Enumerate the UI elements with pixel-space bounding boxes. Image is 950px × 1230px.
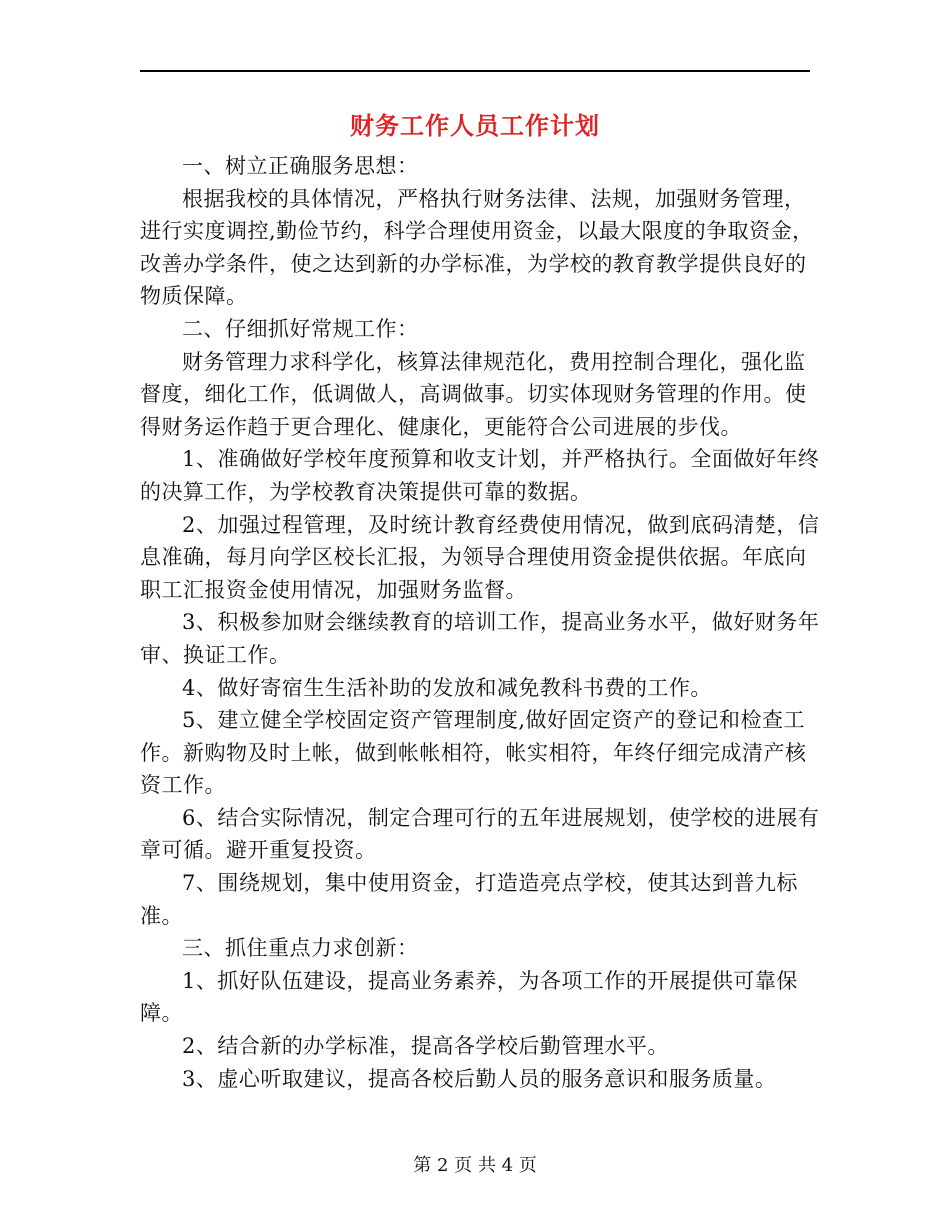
innovation-item-3: 3、虚心听取建议，提高各校后勤人员的服务意识和服务质量。 xyxy=(182,1066,777,1091)
header-rule xyxy=(140,70,810,72)
section-heading-3: 三、抓住重点力求创新： xyxy=(182,936,419,961)
list-item-3: 3、积极参加财会继续教育的培训工作，提高业务水平，做好财务年审、换证工作。 xyxy=(140,610,820,667)
document-body xyxy=(140,150,820,1095)
list-item-2: 2、加强过程管理，及时统计教育经费使用情况，做到底码清楚，信息准确，每月向学区校长汇报，为领导合理使用资金提供依据。年底向职工汇报资金使用情况，加强财务监督。 xyxy=(140,512,820,602)
list-item-4: 4、做好寄宿生生活补助的发放和减免教科书费的工作。 xyxy=(182,675,712,700)
list-item-7: 7、围绕规划，集中使用资金，打造造亮点学校，使其达到普九标准。 xyxy=(140,871,798,928)
list-item-1: 1、准确做好学校年度预算和收支计划，并严格执行。全面做好年终的决算工作，为学校教育决策提供可靠的数据。 xyxy=(140,447,820,504)
section-heading-2: 二、仔细抓好常规工作： xyxy=(182,316,419,341)
page-number: 第 2 页 共 4 页 xyxy=(413,1155,537,1176)
list-item-5: 5、建立健全学校固定资产管理制度,做好固定资产的登记和检查工作。新购物及时上帐，做到帐帐相符，帐实相符，年终仔细完成清产核资工作。 xyxy=(140,708,807,798)
innovation-item-1: 1、抓好队伍建设，提高业务素养，为各项工作的开展提供可靠保障。 xyxy=(140,968,798,1026)
innovation-item-2: 2、结合新的办学标准，提高各学校后勤管理水平。 xyxy=(182,1034,669,1059)
paragraph-2: 财务管理力求科学化，核算法律规范化，费用控制合理化，强化监督度，细化工作，低调做人，高调做事。切实体现财务管理的作用。使得财务运作趋于更合理化、健康化，更能符合公司进展的步伐。 xyxy=(140,349,807,439)
document-title: 财务工作人员工作计划 xyxy=(350,111,600,140)
list-item-6: 6、结合实际情况，制定合理可行的五年进展规划，使学校的进展有章可循。避开重复投资。 xyxy=(140,805,820,863)
paragraph-1: 根据我校的具体情况，严格执行财务法律、法规，加强财务管理，进行实度调控,勤俭节约，科学合理使用资金，以最大限度的争取资金，改善办学条件，使之达到新的办学标准，为学校的教育教学提供良好的物质保障。 xyxy=(140,186,814,309)
section-heading-1: 一、树立正确服务思想： xyxy=(182,154,419,178)
